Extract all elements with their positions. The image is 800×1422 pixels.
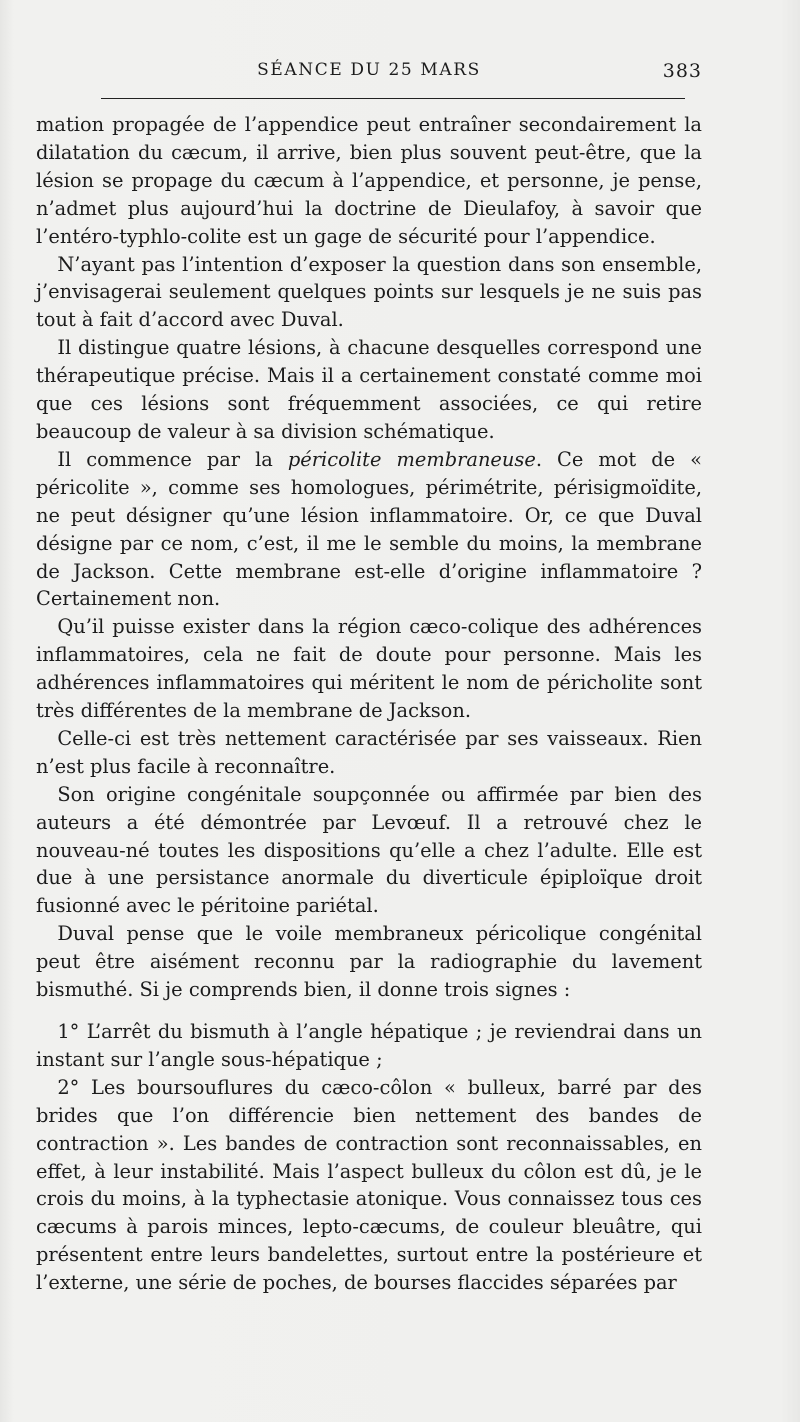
- paragraph-8: Duval pense que le voile membraneux péricolique congénital peut être aisément reconnu par la radiographie du lavement bismuthé. Si je comprends bien, il donne trois signes :: [36, 922, 702, 1002]
- paragraph-4: [36, 446, 702, 613]
- running-title: SÉANCE DU 25 MARS: [257, 60, 481, 80]
- paragraph-6: Celle-ci est très nettement caractérisée par ses vaisseaux. Rien n’est plus facile à reconnaître.: [36, 726, 702, 778]
- page-header: [36, 58, 702, 84]
- paragraph-3: Il distingue quatre lésions, à chacune desquelles correspond une thérapeutique précise. Mais il a certainement constaté comme moi que ces lésions sont fréquemment associées, ce qui retire beaucoup de valeur à sa division schématique.: [36, 336, 702, 443]
- header-rule: [101, 98, 685, 99]
- body-text: [36, 111, 702, 1297]
- paragraph-4-end: . Ce mot de « péricolite », comme ses homologues, périmétrite, périsigmoïdite, ne peut désigner qu’une lésion inflammatoire. Or, ce que Duval désigne par ce nom, c’est, il me le semble du moins, la membrane de Jackson. Cette membrane est-elle d’origine inflammatoire ? Certainement non.: [36, 447, 702, 611]
- list-item-1: 1° L’arrêt du bismuth à l’angle hépatique ; je reviendrai dans un instant sur l’angle sous-hépatique ;: [36, 1020, 702, 1071]
- paragraph-5: Qu’il puisse exister dans la région cæco-colique des adhérences inflammatoires, cela ne fait de doute pour personne. Mais les adhérences inflammatoires qui méritent le nom de péricholite sont très différentes de la membrane de Jackson.: [36, 615, 702, 723]
- italic-term: péricolite membraneuse: [287, 447, 536, 471]
- paragraph-1: mation propagée de l’appendice peut entraîner secondairement la dilatation du cæcum, il arrive, bien plus souvent peut-être, que la lésion se propage du cæcum à l’appendice, et personne, je pense, n’admet plus aujourd’hui la doctrine de Dieulafoy, à savoir que l’entéro-typhlo-colite est un gage de sécurité pour l’appendice.: [36, 113, 702, 248]
- list-item-2: 2° Les boursouflures du cæco-côlon « bulleux, barré par des brides que l’on différencie bien nettement des bandes de contraction ». Les bandes de contraction sont reconnaissables, en effet, à leur instabilité. Mais l’aspect bulleux du côlon est dû, je le crois du moins, à la typhectasie atonique. Vous connaissez tous ces cæcums à parois minces, lepto-cæcums, de couleur bleuâtre, qui présentent entre leurs bandelettes, surtout entre la postérieure et l’externe, une série de poches, de bourses flaccides séparées par: [36, 1075, 702, 1295]
- paragraph-4-start: Il commence par la: [57, 447, 288, 471]
- paragraph-7: Son origine congénitale soupçonnée ou affirmée par bien des auteurs a été démontrée par Levœuf. Il a retrouvé chez le nouveau-né toutes les dispositions qu’elle a chez l’adulte. Elle est due à une persistance anormale du diverticule épiploïque droit fusionné avec le péritoine pariétal.: [36, 782, 702, 918]
- page-number: 383: [662, 60, 702, 82]
- paragraph-2: N’ayant pas l’intention d’exposer la question dans son ensemble, j’envisagerai seulement quelques points sur lesquels je ne suis pas tout à fait d’accord avec Duval.: [36, 252, 702, 332]
